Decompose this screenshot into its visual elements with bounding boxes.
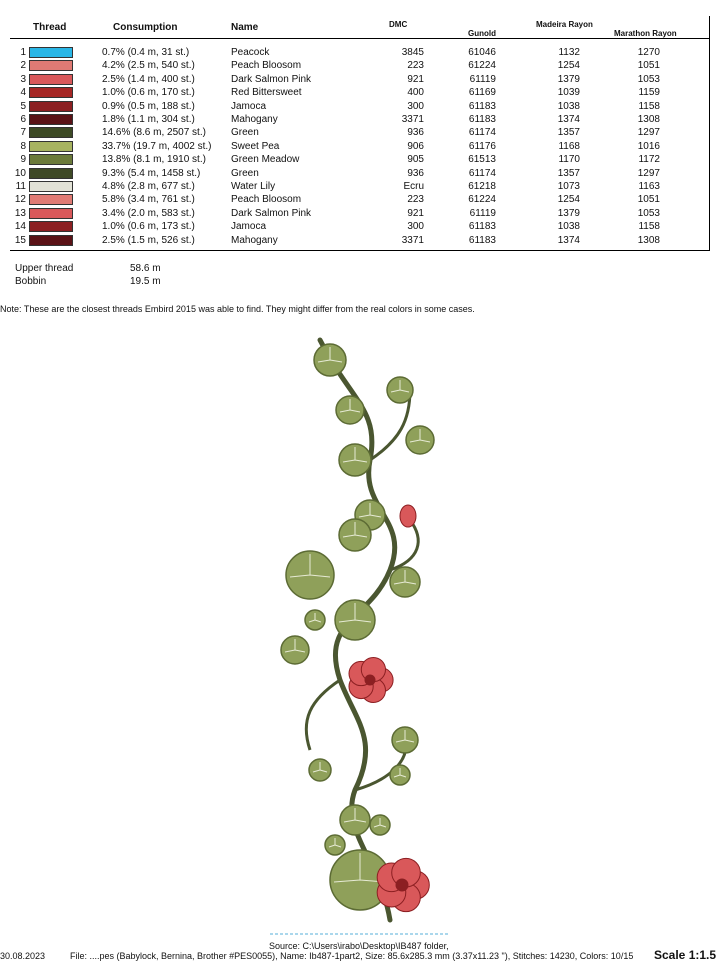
row-marathon: 1158 xyxy=(638,100,660,112)
row-consumption: 5.8% (3.4 m, 761 st.) xyxy=(102,194,195,206)
color-swatch xyxy=(29,47,73,58)
row-madeira: 1254 xyxy=(557,60,580,72)
row-dmc: 921 xyxy=(407,207,424,219)
row-consumption: 1.8% (1.1 m, 304 st.) xyxy=(102,114,195,125)
flower-bud xyxy=(400,505,416,527)
row-name: Peach Bloosom xyxy=(231,60,302,72)
row-consumption: 0.7% (0.4 m, 31 st.) xyxy=(102,47,190,58)
row-gunold: 61183 xyxy=(468,221,496,233)
table-row xyxy=(0,140,720,153)
row-dmc: 3371 xyxy=(401,234,424,246)
row-consumption: 0.9% (0.5 m, 188 st.) xyxy=(102,100,195,112)
row-marathon: 1159 xyxy=(638,87,660,99)
row-number: 14 xyxy=(14,221,26,233)
row-gunold: 61174 xyxy=(468,127,496,139)
row-gunold: 61224 xyxy=(468,60,496,72)
color-swatch xyxy=(29,87,73,98)
row-number: 1 xyxy=(20,47,26,58)
flower-center xyxy=(365,675,376,686)
flower-center xyxy=(396,879,409,892)
row-madeira: 1379 xyxy=(557,207,580,219)
header-consumption: Consumption xyxy=(113,22,178,33)
row-marathon: 1053 xyxy=(637,73,660,85)
row-marathon: 1158 xyxy=(638,221,660,233)
header-dmc: DMC xyxy=(389,20,408,29)
header-thread: Thread xyxy=(33,22,67,33)
row-dmc: 223 xyxy=(407,194,424,206)
row-name: Water Lily xyxy=(231,181,276,192)
row-dmc: 3845 xyxy=(401,47,424,58)
row-marathon: 1053 xyxy=(637,207,660,219)
row-gunold: 61046 xyxy=(468,47,496,58)
table-row xyxy=(0,180,720,193)
table-row xyxy=(0,220,720,233)
table-row xyxy=(0,46,720,59)
row-dmc: 936 xyxy=(407,127,424,139)
row-consumption: 2.5% (1.4 m, 400 st.) xyxy=(102,73,195,85)
row-number: 7 xyxy=(20,127,26,139)
row-name: Sweet Pea xyxy=(231,140,280,152)
row-name: Red Bittersweet xyxy=(231,87,302,99)
row-dmc: 906 xyxy=(407,140,424,152)
row-name: Dark Salmon Pink xyxy=(231,207,312,219)
row-madeira: 1039 xyxy=(557,87,580,99)
row-name: Jamoca xyxy=(231,100,267,112)
row-consumption: 9.3% (5.4 m, 1458 st.) xyxy=(102,167,201,179)
color-swatch xyxy=(29,114,73,125)
color-swatch xyxy=(29,194,73,205)
row-marathon: 1308 xyxy=(637,114,660,125)
row-name: Green xyxy=(231,167,259,179)
row-number: 3 xyxy=(20,73,26,85)
row-consumption: 13.8% (8.1 m, 1910 st.) xyxy=(102,154,206,166)
row-dmc: 921 xyxy=(407,73,424,85)
embroidery-design-preview xyxy=(260,320,460,940)
file-info: File: ....pes (Babylock, Bernina, Brother #PES0055), Name: Ib487-1part2, Size: 85.6x285.3 mm (3.37x11.23 "), Stitches: 14230, Colors: 10/15 xyxy=(70,951,634,961)
row-consumption: 3.4% (2.0 m, 583 st.) xyxy=(102,207,195,219)
row-madeira: 1038 xyxy=(557,100,580,112)
row-gunold: 61513 xyxy=(468,154,496,166)
table-row xyxy=(0,100,720,113)
row-number: 4 xyxy=(20,87,26,99)
row-gunold: 61224 xyxy=(468,194,496,206)
row-marathon: 1308 xyxy=(637,234,660,246)
row-gunold: 61174 xyxy=(468,167,496,179)
row-gunold: 61119 xyxy=(469,207,496,219)
row-number: 13 xyxy=(14,207,26,219)
table-row xyxy=(0,113,720,126)
row-dmc: 905 xyxy=(407,154,424,166)
row-marathon: 1051 xyxy=(637,194,660,206)
upper-thread-value: 58.6 m xyxy=(130,263,161,274)
row-number: 10 xyxy=(14,167,26,179)
color-swatch xyxy=(29,60,73,71)
row-number: 12 xyxy=(14,194,26,206)
color-swatch xyxy=(29,101,73,112)
row-gunold: 61176 xyxy=(468,140,496,152)
row-madeira: 1357 xyxy=(557,127,580,139)
scale-label: Scale 1:1.5 xyxy=(654,948,717,962)
row-gunold: 61218 xyxy=(468,181,496,192)
vine-tendril xyxy=(306,680,340,750)
row-marathon: 1297 xyxy=(637,127,660,139)
row-madeira: 1374 xyxy=(557,234,580,246)
row-gunold: 61169 xyxy=(468,87,496,99)
color-swatch xyxy=(29,74,73,85)
color-swatch xyxy=(29,127,73,138)
footer-rule xyxy=(10,250,710,251)
row-number: 6 xyxy=(20,114,26,125)
row-consumption: 2.5% (1.5 m, 526 st.) xyxy=(102,234,195,246)
row-madeira: 1379 xyxy=(557,73,580,85)
row-madeira: 1374 xyxy=(557,114,580,125)
table-row xyxy=(0,86,720,99)
table-row xyxy=(0,126,720,139)
header-rule xyxy=(10,38,710,39)
row-marathon: 1051 xyxy=(637,60,660,72)
table-row xyxy=(0,234,720,247)
row-madeira: 1073 xyxy=(557,181,580,192)
print-date: 30.08.2023 xyxy=(0,951,46,961)
row-dmc: Ecru xyxy=(403,181,424,192)
row-consumption: 1.0% (0.6 m, 170 st.) xyxy=(102,87,195,99)
header-gunold: Gunold xyxy=(468,29,496,38)
row-marathon: 1297 xyxy=(637,167,660,179)
table-row xyxy=(0,193,720,206)
row-consumption: 14.6% (8.6 m, 2507 st.) xyxy=(102,127,206,139)
row-dmc: 400 xyxy=(407,87,424,99)
row-consumption: 4.8% (2.8 m, 677 st.) xyxy=(102,181,195,192)
row-madeira: 1132 xyxy=(558,47,580,58)
row-number: 2 xyxy=(20,60,26,72)
row-number: 11 xyxy=(15,181,26,192)
row-dmc: 300 xyxy=(407,100,424,112)
table-row xyxy=(0,167,720,180)
bobbin-label: Bobbin xyxy=(15,276,47,287)
row-name: Peach Bloosom xyxy=(231,194,302,206)
row-dmc: 300 xyxy=(407,221,424,233)
color-swatch xyxy=(29,221,73,232)
color-swatch xyxy=(29,235,73,246)
row-number: 5 xyxy=(20,100,26,112)
row-gunold: 61183 xyxy=(468,114,496,125)
color-swatch xyxy=(29,154,73,165)
row-marathon: 1172 xyxy=(638,154,660,166)
row-name: Mahogany xyxy=(231,114,278,125)
header-madeira: Madeira Rayon xyxy=(536,20,593,29)
color-swatch xyxy=(29,141,73,152)
row-consumption: 4.2% (2.5 m, 540 st.) xyxy=(102,60,195,72)
color-swatch xyxy=(29,208,73,219)
table-row xyxy=(0,59,720,72)
row-madeira: 1170 xyxy=(558,154,580,166)
upper-thread-label: Upper thread xyxy=(15,263,74,274)
table-row xyxy=(0,153,720,166)
row-name: Jamoca xyxy=(231,221,267,233)
color-swatch xyxy=(29,181,73,192)
row-madeira: 1357 xyxy=(557,167,580,179)
header-marathon: Marathon Rayon xyxy=(614,29,677,38)
row-consumption: 33.7% (19.7 m, 4002 st.) xyxy=(102,140,212,152)
row-name: Green Meadow xyxy=(231,154,300,166)
table-row xyxy=(0,207,720,220)
row-number: 15 xyxy=(14,234,26,246)
row-madeira: 1168 xyxy=(558,140,580,152)
bobbin-value: 19.5 m xyxy=(130,276,161,287)
row-number: 8 xyxy=(20,140,26,152)
row-gunold: 61183 xyxy=(468,100,496,112)
row-madeira: 1038 xyxy=(557,221,580,233)
row-madeira: 1254 xyxy=(557,194,580,206)
row-name: Dark Salmon Pink xyxy=(231,73,312,85)
row-dmc: 3371 xyxy=(401,114,424,125)
row-consumption: 1.0% (0.6 m, 173 st.) xyxy=(102,221,195,233)
table-row xyxy=(0,73,720,86)
header-name: Name xyxy=(231,22,259,33)
row-name: Peacock xyxy=(231,47,270,58)
row-gunold: 61119 xyxy=(469,73,496,85)
color-swatch xyxy=(29,168,73,179)
row-name: Mahogany xyxy=(231,234,278,246)
row-marathon: 1163 xyxy=(638,181,660,192)
row-name: Green xyxy=(231,127,259,139)
row-marathon: 1016 xyxy=(637,140,660,152)
row-number: 9 xyxy=(20,154,26,166)
note-text: Note: These are the closest threads Embird 2015 was able to find. They might differ from the real colors in some cases. xyxy=(0,304,475,314)
row-marathon: 1270 xyxy=(637,47,660,58)
row-gunold: 61183 xyxy=(468,234,496,246)
source-path: Source: C:\Users\irabo\Desktop\IB487 folder, xyxy=(269,941,449,951)
row-dmc: 223 xyxy=(407,60,424,72)
row-dmc: 936 xyxy=(407,167,424,179)
